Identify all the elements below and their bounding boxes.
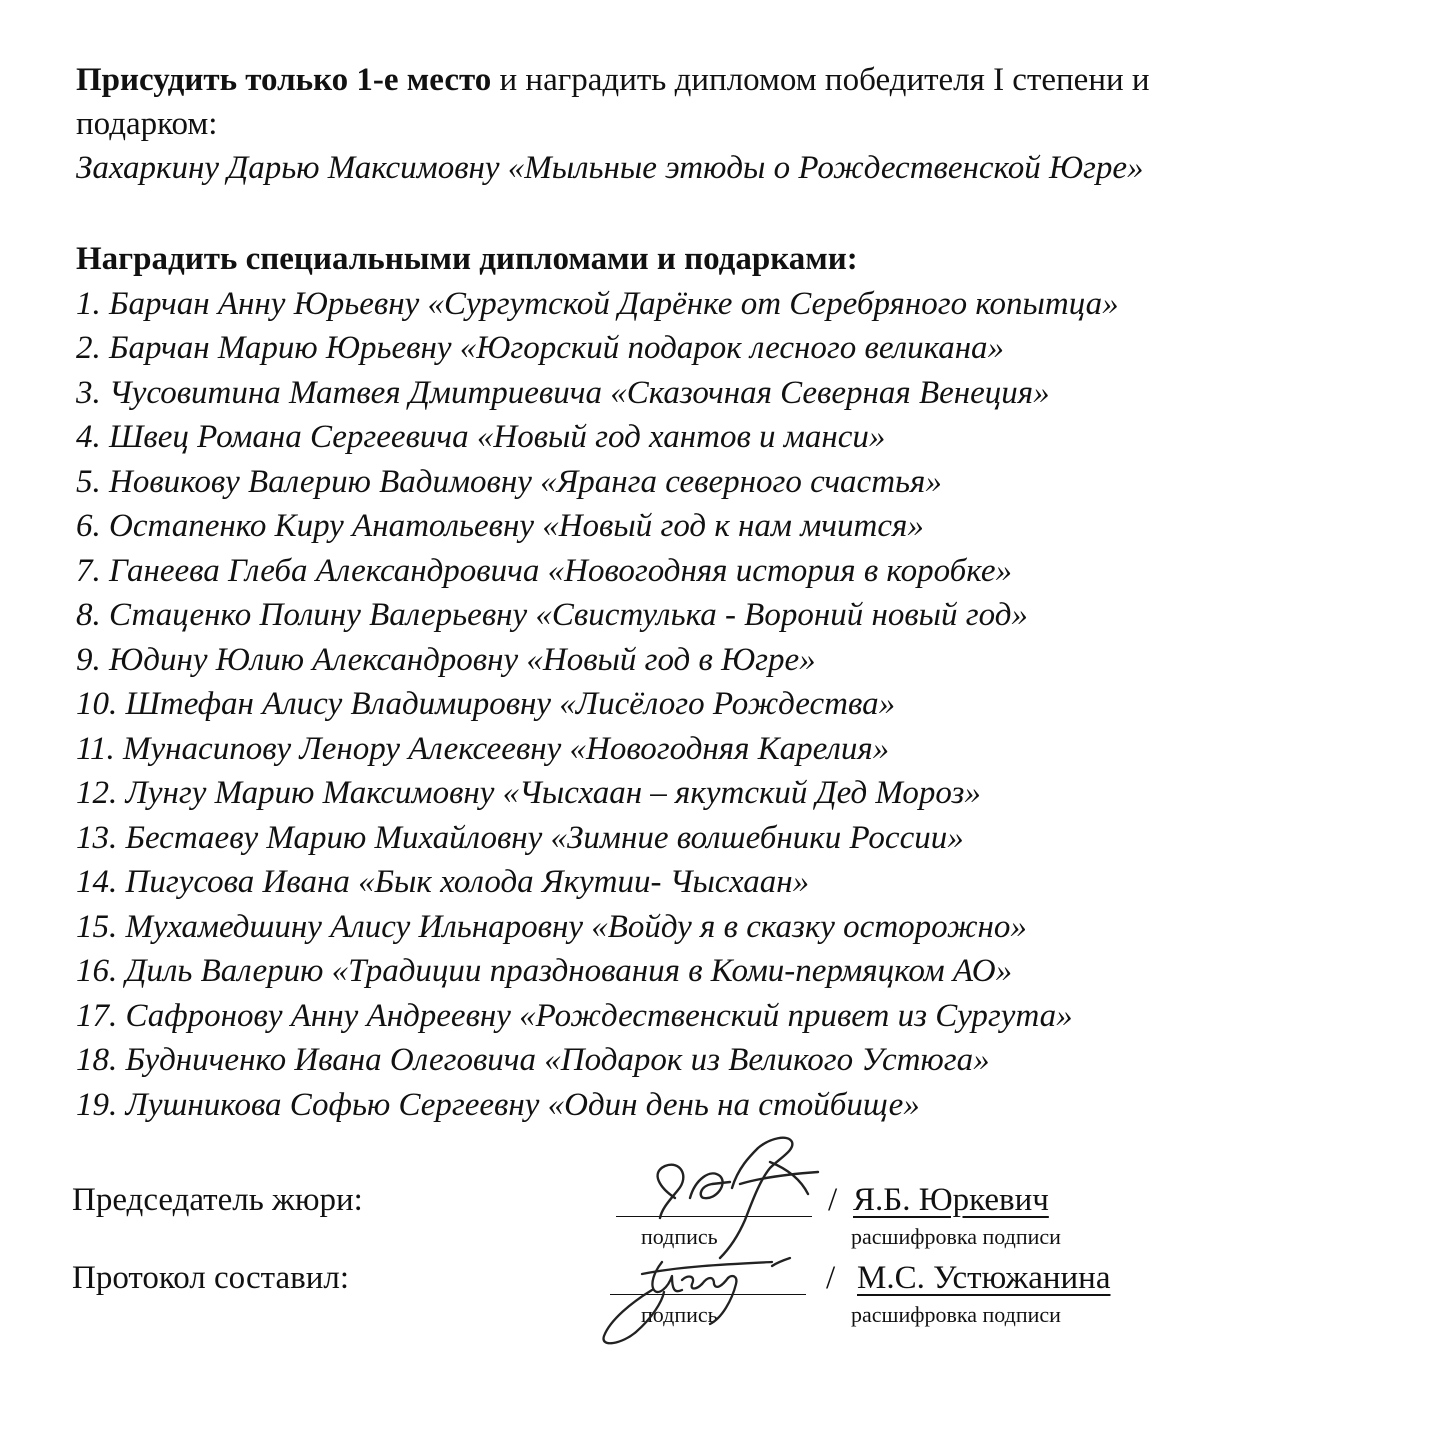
- special-heading: Наградить специальными дипломами и подарками:: [76, 241, 858, 277]
- first-place-bold: Присудить только 1-е место: [76, 62, 492, 98]
- list-item: 15. Мухамедшину Алису Ильнаровну «Войду я в сказку осторожно»: [76, 909, 1027, 945]
- chairman-name: Я.Б. Юркевич: [853, 1182, 1049, 1218]
- chairman-slash: /: [828, 1182, 838, 1218]
- list-item: 11. Мунасипову Ленору Алексеевну «Новогодняя Карелия»: [76, 731, 890, 767]
- list-item: 19. Лушникова Софью Сергеевну «Один день на стойбище»: [76, 1087, 920, 1123]
- compiler-name-caption: расшифровка подписи: [851, 1302, 1061, 1327]
- first-place-line: [76, 58, 1150, 102]
- list-item: 8. Стаценко Полину Валерьевну «Свистулька - Вороний новый год»: [76, 597, 1028, 633]
- list-item: 5. Новикову Валерию Вадимовну «Яранга северного счастья»: [76, 464, 942, 500]
- list-item: 10. Штефан Алису Владимировну «Лисёлого Рождества»: [76, 686, 896, 722]
- list-item: 12. Лунгу Марию Максимовну «Чысхаан – якутский Дед Мороз»: [76, 775, 981, 811]
- list-item: 3. Чусовитина Матвея Дмитриевича «Сказочная Северная Венеция»: [76, 375, 1050, 411]
- list-item: 16. Диль Валерию «Традиции празднования в Коми-пермяцком АО»: [76, 953, 1013, 989]
- first-place-line-2: подарком:: [76, 106, 218, 142]
- list-item: 17. Сафронову Анну Андреевну «Рождественский привет из Сургута»: [76, 998, 1073, 1034]
- compiler-slash: /: [826, 1260, 836, 1296]
- list-item: 9. Юдину Юлию Александровну «Новый год в Югре»: [76, 642, 816, 678]
- list-item: 18. Будниченко Ивана Олеговича «Подарок из Великого Устюга»: [76, 1042, 990, 1078]
- compiler-signature-caption: подпись: [641, 1302, 718, 1327]
- chairman-role: Председатель жюри:: [72, 1182, 363, 1218]
- list-item: 4. Швец Романа Сергеевича «Новый год хантов и манси»: [76, 419, 886, 455]
- chairman-signature-caption: подпись: [641, 1224, 718, 1249]
- list-item: 6. Остапенко Киру Анатольевну «Новый год к нам мчится»: [76, 508, 924, 544]
- chairman-name-caption: расшифровка подписи: [851, 1224, 1061, 1249]
- list-item: 2. Барчан Марию Юрьевну «Югорский подарок лесного великана»: [76, 330, 1005, 366]
- compiler-handwritten-signature: [592, 1240, 812, 1350]
- first-place-rest: и наградить дипломом победителя I степени и: [491, 62, 1150, 98]
- compiler-name: М.С. Устюжанина: [857, 1260, 1111, 1296]
- list-item: 14. Пигусова Ивана «Бык холода Якутии- Чысхаан»: [76, 864, 810, 900]
- list-item: 1. Барчан Анну Юрьевну «Сургутской Дарёнке от Серебряного копытца»: [76, 286, 1119, 322]
- list-item: 7. Ганеева Глеба Александровича «Новогодняя история в коробке»: [76, 553, 1013, 589]
- compiler-role: Протокол составил:: [72, 1260, 349, 1296]
- first-place-winner: Захаркину Дарью Максимовну «Мыльные этюды о Рождественской Югре»: [76, 150, 1144, 186]
- list-item: 13. Бестаеву Марию Михайловну «Зимние волшебники России»: [76, 820, 964, 856]
